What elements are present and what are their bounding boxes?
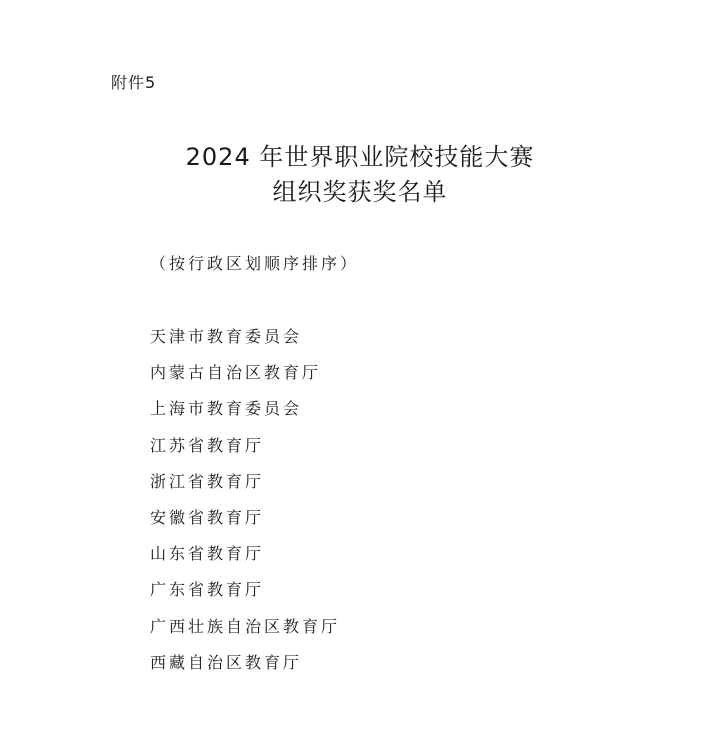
winner-item: 安徽省教育厅 <box>150 507 265 527</box>
winner-item: 上海市教育委员会 <box>150 399 303 419</box>
winner-item: 内蒙古自治区教育厅 <box>150 363 322 383</box>
winner-item: 浙江省教育厅 <box>150 471 265 491</box>
document-title-line-2: 组织奖获奖名单 <box>272 178 448 206</box>
attachment-label: 附件5 <box>111 73 157 92</box>
winner-item: 广西壮族自治区教育厅 <box>150 616 341 636</box>
winner-item: 山东省教育厅 <box>150 544 265 564</box>
winner-item: 江苏省教育厅 <box>150 435 265 455</box>
winner-list <box>150 325 340 687</box>
winner-item: 西藏自治区教育厅 <box>150 652 303 672</box>
order-note: （按行政区划顺序排序） <box>150 254 360 273</box>
winner-item: 广东省教育厅 <box>150 580 265 600</box>
document-title-line-1: 2024 年世界职业院校技能大赛 <box>185 143 535 171</box>
winner-item: 天津市教育委员会 <box>150 327 303 346</box>
